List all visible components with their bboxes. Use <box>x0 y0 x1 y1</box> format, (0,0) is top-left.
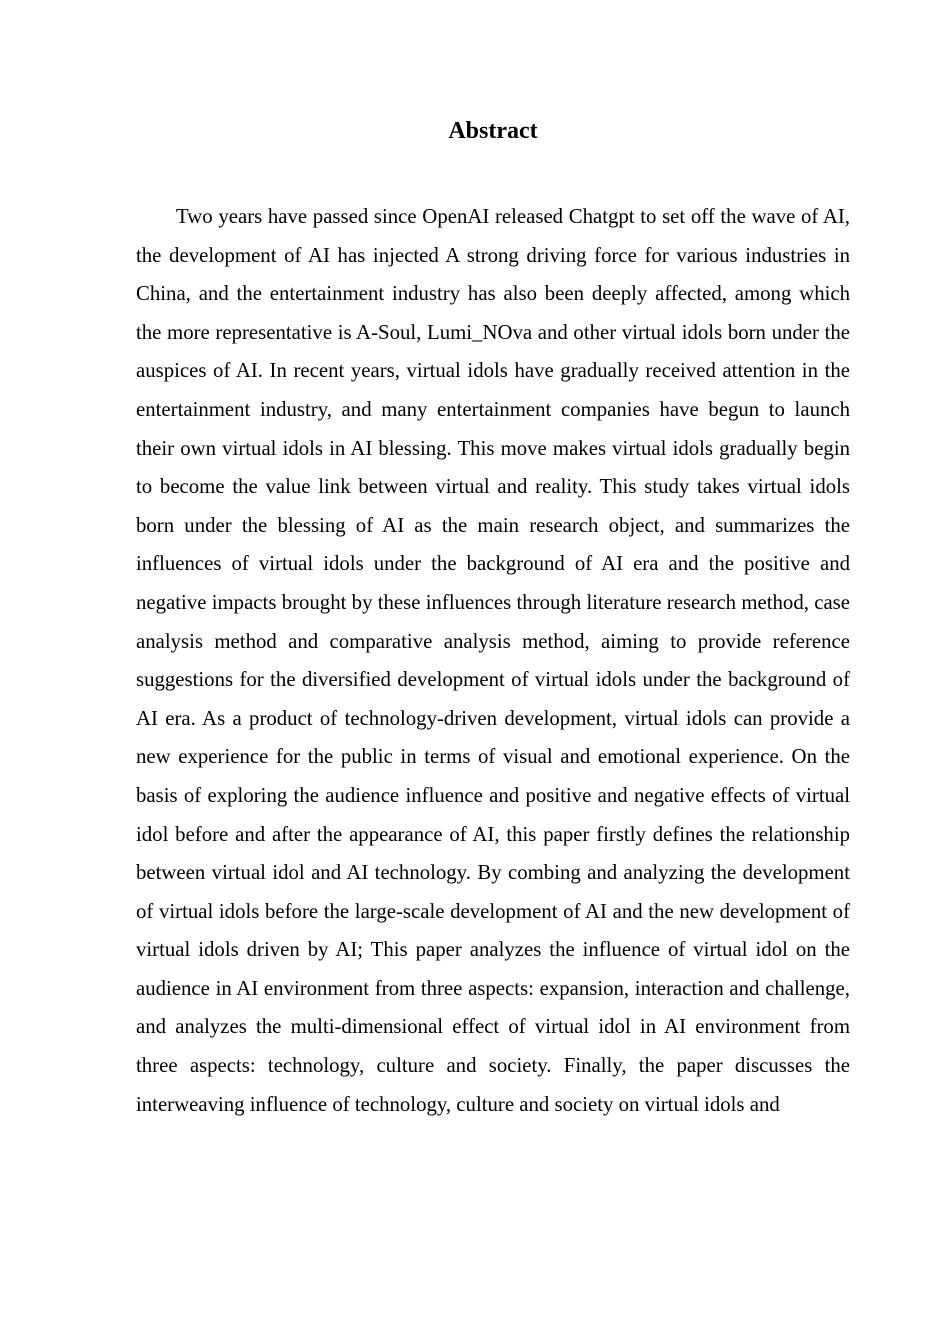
abstract-title: Abstract <box>448 118 538 144</box>
abstract-paragraph: Two years have passed since OpenAI released Chatgpt to set off the wave of AI, the development of AI has injected A strong driving force for various industries in China, and the entertainment industry has also been deeply affected, among which the more representative is A-Soul, Lumi_NOva and other virtual idols born under the auspices of AI. In recent years, virtual idols have gradually received attention in the entertainment industry, and many entertainment companies have begun to launch their own virtual idols in AI blessing. This move makes virtual idols gradually begin to become the value link between virtual and reality. This study takes virtual idols born under the blessing of AI as the main research object, and summarizes the influences of virtual idols under the background of AI era and the positive and negative impacts brought by these influences through literature research method, case analysis method and comparative analysis method, aiming to provide reference suggestions for the diversified development of virtual idols under the background of AI era. As a product of technology-driven development, virtual idols can provide a new experience for the public in terms of visual and emotional experience. On the basis of exploring the audience influence and positive and negative effects of virtual idol before and after the appearance of AI, this paper firstly defines the relationship between virtual idol and AI technology. By combing and analyzing the development of virtual idols before the large-scale development of AI and the new development of virtual idols driven by AI; This paper analyzes the influence of virtual idol on the audience in AI environment from three aspects: expansion, interaction and challenge, and analyzes the multi-dimensional effect of virtual idol in AI environment from three aspects: technology, culture and society. Finally, the paper discusses the interweaving influence of technology, culture and society on virtual idols and <box>136 205 850 1116</box>
